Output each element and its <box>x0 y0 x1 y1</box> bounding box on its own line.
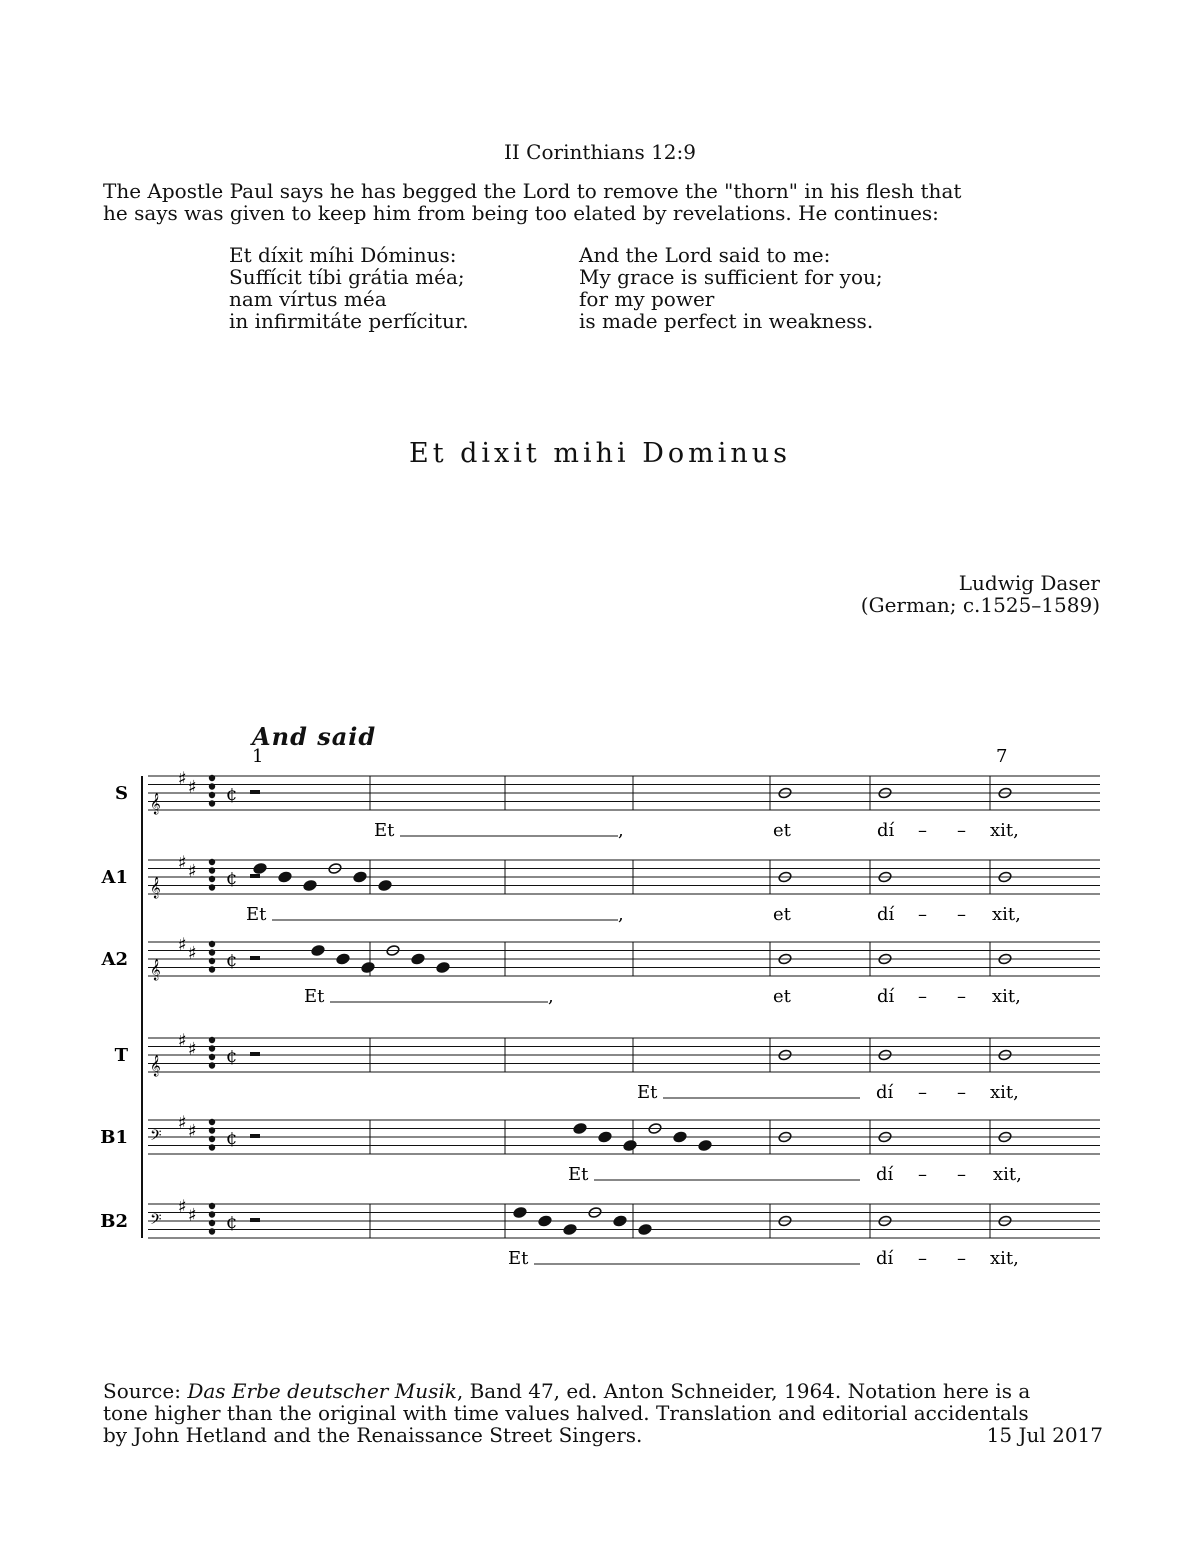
note-head <box>538 1215 552 1227</box>
sharp-icon: ♯ <box>178 1030 187 1052</box>
footer-line-1 <box>103 1380 1103 1402</box>
note-head <box>573 1123 587 1135</box>
note-head <box>673 1131 687 1143</box>
mensuration-dot <box>209 1228 215 1234</box>
note-head <box>361 962 375 974</box>
footer-source-label: Source: <box>103 1379 188 1403</box>
latin-line-2: Suffícit tíbi grátia méa; <box>229 265 465 289</box>
scripture-reference: II Corinthians 12:9 <box>504 140 696 164</box>
cut-time-icon: ¢ <box>226 784 238 805</box>
sharp-icon: ♯ <box>178 768 187 790</box>
english-line-1: And the Lord said to me: <box>579 243 831 267</box>
footer-line-3 <box>103 1424 1103 1446</box>
part-label-a1: A1 <box>101 867 128 888</box>
mensuration-dot <box>209 775 215 781</box>
lyric-syllable: dí <box>876 1082 894 1103</box>
bass-clef-icon: 𝄢 <box>150 1127 162 1148</box>
footer-credits: by John Hetland and the Renaissance Street Singers. <box>103 1423 643 1447</box>
mensuration-dot <box>209 958 215 964</box>
footer-date: 15 Jul 2017 <box>986 1423 1103 1447</box>
rest-icon <box>250 1218 260 1222</box>
lyric-syllable: xit, <box>990 1082 1019 1103</box>
sharp-icon: ♯ <box>178 934 187 956</box>
lyric-syllable: – <box>957 1082 966 1103</box>
lyric-syllable: Et <box>637 1082 658 1103</box>
rest-icon <box>250 1134 260 1138</box>
mensuration-dot <box>209 1144 215 1150</box>
lyric-syllable: – <box>957 1248 966 1269</box>
rest-icon <box>250 956 260 960</box>
part-label-t: T <box>114 1045 128 1066</box>
footer-line-2: tone higher than the original with time values halved. Translation and editorial accidentals <box>103 1401 1029 1425</box>
rest-icon <box>250 790 260 794</box>
note-head <box>563 1224 577 1236</box>
note-head <box>436 962 450 974</box>
cut-time-icon: ¢ <box>226 950 238 971</box>
sharp-icon: ♯ <box>178 1196 187 1218</box>
mensuration-dot <box>209 1119 215 1125</box>
sharp-icon: ♯ <box>188 861 197 882</box>
mensuration-dot <box>209 884 215 890</box>
note-head <box>378 880 392 892</box>
part-label-s: S <box>115 783 128 804</box>
lyric-syllable: – <box>918 820 927 841</box>
note-head <box>303 880 317 892</box>
lyric-syllable: xit, <box>992 986 1021 1007</box>
sharp-icon: ♯ <box>188 777 197 798</box>
english-line-2: My grace is sufficient for you; <box>579 265 883 289</box>
piece-title: Et dixit mihi Dominus <box>409 438 791 469</box>
mensuration-dot <box>209 1220 215 1226</box>
mensuration-dot <box>209 1203 215 1209</box>
note-head <box>411 953 425 965</box>
composer-name: Ludwig Daser <box>958 571 1100 595</box>
mensuration-dot <box>209 1136 215 1142</box>
mensuration-dot <box>209 1127 215 1133</box>
sharp-icon: ♯ <box>188 1205 197 1226</box>
lyric-syllable: Et <box>508 1248 529 1269</box>
note-head <box>311 945 325 957</box>
measure-number: 1 <box>252 746 264 767</box>
footer-source-title: Das Erbe deutscher Musik <box>187 1379 457 1403</box>
treble-clef-icon: 𝄞 <box>150 959 161 981</box>
lyric-syllable: , <box>618 904 624 925</box>
lyric-syllable: – <box>918 904 927 925</box>
lyric-syllable: – <box>918 1082 927 1103</box>
mensuration-dot <box>209 867 215 873</box>
mensuration-dot <box>209 1211 215 1217</box>
mensuration-dot <box>209 949 215 955</box>
sharp-icon: ♯ <box>178 852 187 874</box>
mensuration-dot <box>209 876 215 882</box>
note-head <box>253 863 267 875</box>
note-head <box>698 1140 712 1152</box>
lyric-syllable: dí <box>877 986 895 1007</box>
rest-icon <box>250 1052 260 1056</box>
lyric-syllable: – <box>957 904 966 925</box>
composer-dates: (German; c.1525–1589) <box>860 593 1100 617</box>
sharp-icon: ♯ <box>178 1112 187 1134</box>
treble-clef-icon: 𝄞 <box>150 793 161 815</box>
note-head <box>598 1131 612 1143</box>
lyric-syllable: et <box>773 986 791 1007</box>
mensuration-dot <box>209 941 215 947</box>
lyric-syllable: xit, <box>990 1248 1019 1269</box>
note-head <box>336 953 350 965</box>
mensuration-dot <box>209 1037 215 1043</box>
part-label-b1: B1 <box>100 1127 128 1148</box>
lyric-syllable: – <box>957 820 966 841</box>
tempo-marking: And said <box>252 722 377 751</box>
lyric-syllable: Et <box>374 820 395 841</box>
lyric-syllable: – <box>957 986 966 1007</box>
note-head <box>513 1207 527 1219</box>
mensuration-dot <box>209 966 215 972</box>
lyric-syllable: – <box>918 1248 927 1269</box>
cut-time-icon: ¢ <box>226 1046 238 1067</box>
latin-line-4: in infirmitáte perfícitur. <box>229 309 469 333</box>
lyric-syllable: dí <box>876 1164 894 1185</box>
mensuration-dot <box>209 1054 215 1060</box>
cut-time-icon: ¢ <box>226 1128 238 1149</box>
treble-clef-icon: 𝄞 <box>150 877 161 899</box>
part-label-b2: B2 <box>100 1211 128 1232</box>
lyric-syllable: xit, <box>992 904 1021 925</box>
cut-time-icon: ¢ <box>226 1212 238 1233</box>
sharp-icon: ♯ <box>188 943 197 964</box>
lyric-syllable: et <box>773 820 791 841</box>
lyric-syllable: dí <box>876 1248 894 1269</box>
sharp-icon: ♯ <box>188 1039 197 1060</box>
lyric-syllable: xit, <box>993 1164 1022 1185</box>
lyric-syllable: – <box>918 986 927 1007</box>
cut-time-icon: ¢ <box>226 868 238 889</box>
mensuration-dot <box>209 800 215 806</box>
intro-line-1: The Apostle Paul says he has begged the Lord to remove the "thorn" in his flesh that <box>103 179 962 203</box>
part-label-a2: A2 <box>101 949 128 970</box>
lyric-syllable: xit, <box>990 820 1019 841</box>
lyric-syllable: et <box>773 904 791 925</box>
mensuration-dot <box>209 1062 215 1068</box>
lyric-syllable: Et <box>246 904 267 925</box>
rest-icon <box>250 874 260 878</box>
lyric-syllable: , <box>618 820 624 841</box>
lyric-syllable: , <box>548 986 554 1007</box>
mensuration-dot <box>209 859 215 865</box>
lyric-syllable: – <box>957 1164 966 1185</box>
lyric-syllable: dí <box>877 820 895 841</box>
english-line-4: is made perfect in weakness. <box>579 309 874 333</box>
mensuration-dot <box>209 783 215 789</box>
mensuration-dot <box>209 792 215 798</box>
latin-line-3: nam vírtus méa <box>229 287 387 311</box>
note-head <box>353 871 367 883</box>
note-head <box>278 871 292 883</box>
latin-line-1: Et díxit míhi Dóminus: <box>229 243 457 267</box>
bass-clef-icon: 𝄢 <box>150 1211 162 1232</box>
note-head <box>613 1215 627 1227</box>
lyric-syllable: Et <box>304 986 325 1007</box>
measure-number: 7 <box>996 746 1008 767</box>
source-footer <box>103 1380 1103 1446</box>
lyric-syllable: – <box>918 1164 927 1185</box>
footer-source-rest: , Band 47, ed. Anton Schneider, 1964. Notation here is a <box>456 1379 1031 1403</box>
lyric-syllable: Et <box>568 1164 589 1185</box>
english-line-3: for my power <box>579 287 715 311</box>
treble-clef-icon: 𝄞 <box>150 1055 161 1077</box>
sharp-icon: ♯ <box>188 1121 197 1142</box>
note-head <box>638 1224 652 1236</box>
note-head <box>623 1140 637 1152</box>
lyric-syllable: dí <box>877 904 895 925</box>
mensuration-dot <box>209 1045 215 1051</box>
intro-line-2: he says was given to keep him from being too elated by revelations. He continues: <box>103 201 939 225</box>
